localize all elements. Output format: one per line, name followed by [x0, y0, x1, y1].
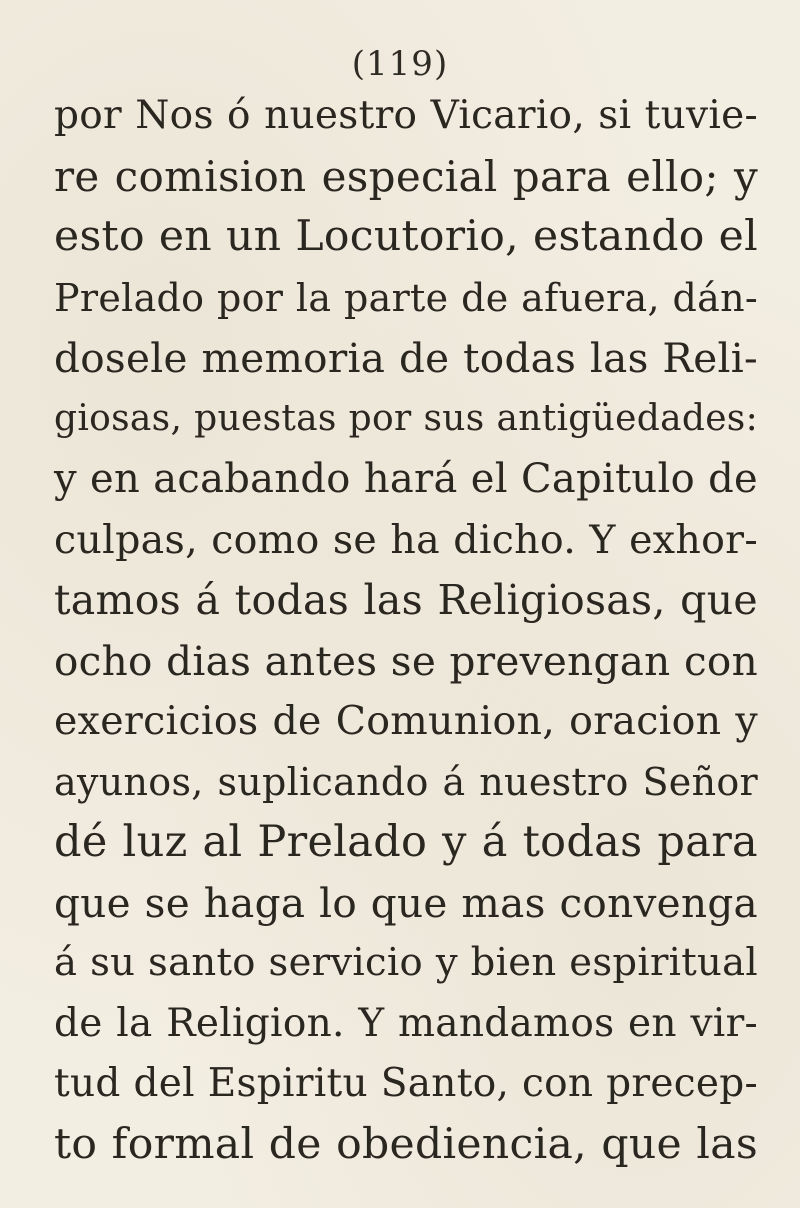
text-line-2: re comision especial para ello; y	[54, 151, 758, 201]
text-line-3: esto en un Locutorio, estando el	[54, 212, 758, 261]
text-line-4: Prelado por la parte de afuera, dán-	[54, 275, 758, 320]
text-line-11: exercicios de Comunion, oracion y	[54, 698, 758, 744]
text-line-6: giosas, puestas por sus antigüedades:	[54, 397, 758, 439]
text-line-15: á su santo servicio y bien espiritual	[54, 940, 758, 985]
text-line-17: tud del Espiritu Santo, con precep-	[54, 1061, 758, 1106]
page-number: (119)	[351, 44, 449, 84]
text-line-9: tamos á todas las Religiosas, que	[54, 576, 758, 624]
text-line-16: de la Religion. Y mandamos en vir-	[54, 1000, 758, 1046]
text-line-13: dé luz al Prelado y á todas para	[54, 817, 758, 867]
text-line-8: culpas, como se ha dicho. Y exhor-	[54, 516, 758, 563]
body-text	[54, 86, 758, 1175]
text-line-1: por Nos ó nuestro Vicario, si tuvie-	[54, 93, 758, 138]
text-line-14: que se haga lo que mas convenga	[54, 878, 758, 927]
text-line-5: dosele memoria de todas las Reli-	[54, 334, 758, 382]
text-line-7: y en acabando hará el Capitulo de	[54, 456, 758, 502]
text-line-18: to formal de obediencia, que las	[54, 1119, 758, 1169]
text-line-10: ocho dias antes se prevengan con	[54, 636, 758, 685]
text-line-12: ayunos, suplicando á nuestro Señor	[54, 759, 758, 804]
